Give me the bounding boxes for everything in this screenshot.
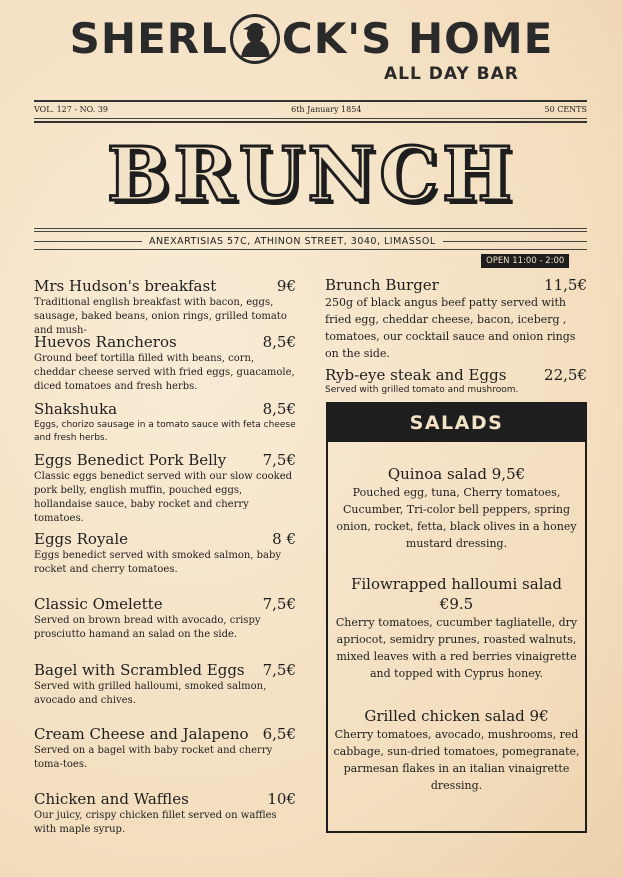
salad-description: Cherry tomatoes, cucumber tagliatelle, dry apriocot, semidry prunes, roasted walnuts, mixed leaves with a red berries vinaigrette and topped with Cyprus honey. [335,616,578,680]
volume-label: VOL. 127 - NO. 39 [34,105,109,114]
menu-item [34,451,296,526]
item-price: 6,5€ [262,725,296,743]
divider [34,249,587,250]
logo [0,14,623,64]
page-title: BRUNCH [106,132,517,218]
item-description: 250g of black angus beef patty served with fried egg, cheddar cheese, bacon, iceberg , tomatoes, our cocktail sauce and onion rings on the side. [325,296,576,360]
divider [34,241,142,242]
menu-item [34,400,296,445]
item-name: Chicken and Waffles [34,790,189,808]
divider [34,118,587,119]
menu-item [34,530,296,577]
item-description: Our juicy, crispy chicken fillet served on waffles with maple syrup. [34,810,277,835]
item-price: 22,5€ [544,366,587,384]
address-row [34,236,587,247]
opening-hours-badge: OPEN 11:00 - 2:00 [481,254,569,268]
salads-header [328,404,585,442]
logo-subtitle: ALL DAY BAR [384,64,519,84]
divider [34,100,587,102]
item-price: 7,5€ [262,661,296,679]
item-name: Brunch Burger [325,276,439,294]
salads-section [326,402,587,833]
divider [34,121,587,123]
salad-name: Filowrapped halloumi salad €9.5 [350,575,563,613]
logo-name-left: SHERL [69,14,228,63]
salad-item [328,464,585,552]
date-label: 6th January 1854 [291,105,362,114]
detective-silhouette-icon [230,14,280,64]
item-name: Shakshuka [34,400,118,418]
item-price: 7,5€ [262,451,296,469]
item-name: Mrs Hudson's breakfast [34,277,217,295]
logo-wordmark [70,14,554,64]
item-name: Ryb-eye steak and Eggs [325,366,507,384]
item-name: Eggs Benedict Pork Belly [34,451,227,469]
salad-name: Quinoa salad 9,5€ [387,465,526,483]
item-name: Eggs Royale [34,530,129,548]
divider [443,241,587,242]
item-description: Served on a bagel with baby rocket and cherry toma-toes. [34,745,273,770]
item-name: Classic Omelette [34,595,163,613]
item-description: Ground beef tortilla filled with beans, corn, cheddar cheese served with fried eggs, guacamole, diced tomatoes and fresh herbs. [34,353,295,392]
item-price: 8,5€ [262,400,296,418]
menu-item [34,277,296,338]
item-price: 8,5€ [262,333,296,351]
item-price: 11,5€ [544,276,587,294]
item-description: Served with grilled tomato and mushroom. [325,385,519,395]
item-description: Eggs, chorizo sausage in a tomato sauce with feta cheese and fresh herbs. [34,420,296,443]
menu-item [325,366,587,396]
price-label: 50 CENTS [544,105,587,114]
item-price: 10€ [267,790,296,808]
menu-item [34,595,296,642]
item-description: Served on brown bread with avocado, crispy prosciutto hamand an salad on the side. [34,615,261,640]
menu-item [34,333,296,394]
item-price: 7,5€ [262,595,296,613]
salads-title: SALADS [409,412,504,434]
salad-description: Pouched egg, tuna, Cherry tomatoes, Cucumber, Tri-color bell peppers, spring onion, rocket, fetta, black olives in a honey mustard dressing. [336,486,577,550]
salad-item [328,706,585,794]
divider [34,231,587,232]
logo-name-right: CK'S HOME [281,14,554,63]
menu-item [325,276,587,362]
item-description: Classic eggs benedict served with our slow cooked pork belly, english muffin, pouched eggs, hollandaise sauce, baby rocket and cherry tomatoes. [34,471,293,524]
divider [34,228,587,229]
item-description: Eggs benedict served with smoked salmon, baby rocket and cherry tomatoes. [34,550,282,575]
masthead [34,105,587,114]
item-name: Cream Cheese and Jalapeno [34,725,249,743]
item-description: Served with grilled halloumi, smoked salmon, avocado and chives. [34,681,267,706]
item-name: Bagel with Scrambled Eggs [34,661,245,679]
item-price: 8 € [272,530,296,548]
salad-description: Cherry tomatoes, avocado, mushrooms, red cabbage, sun-dried tomatoes, pomegranate, parmesan flakes in an italian vinaigrette dressing. [333,728,580,792]
item-description: Traditional english breakfast with bacon, eggs, sausage, baked beans, onion rings, grilled tomato and mush- [34,297,287,336]
salad-item [328,574,585,682]
address: ANEXARTISIAS 57C, ATHINON STREET, 3040, LIMASSOL [149,236,436,247]
menu-item [34,661,296,708]
item-price: 9€ [276,277,296,295]
item-name: Huevos Rancheros [34,333,177,351]
menu-item [34,790,296,837]
menu-item [34,725,296,772]
salad-name: Grilled chicken salad 9€ [364,707,549,725]
